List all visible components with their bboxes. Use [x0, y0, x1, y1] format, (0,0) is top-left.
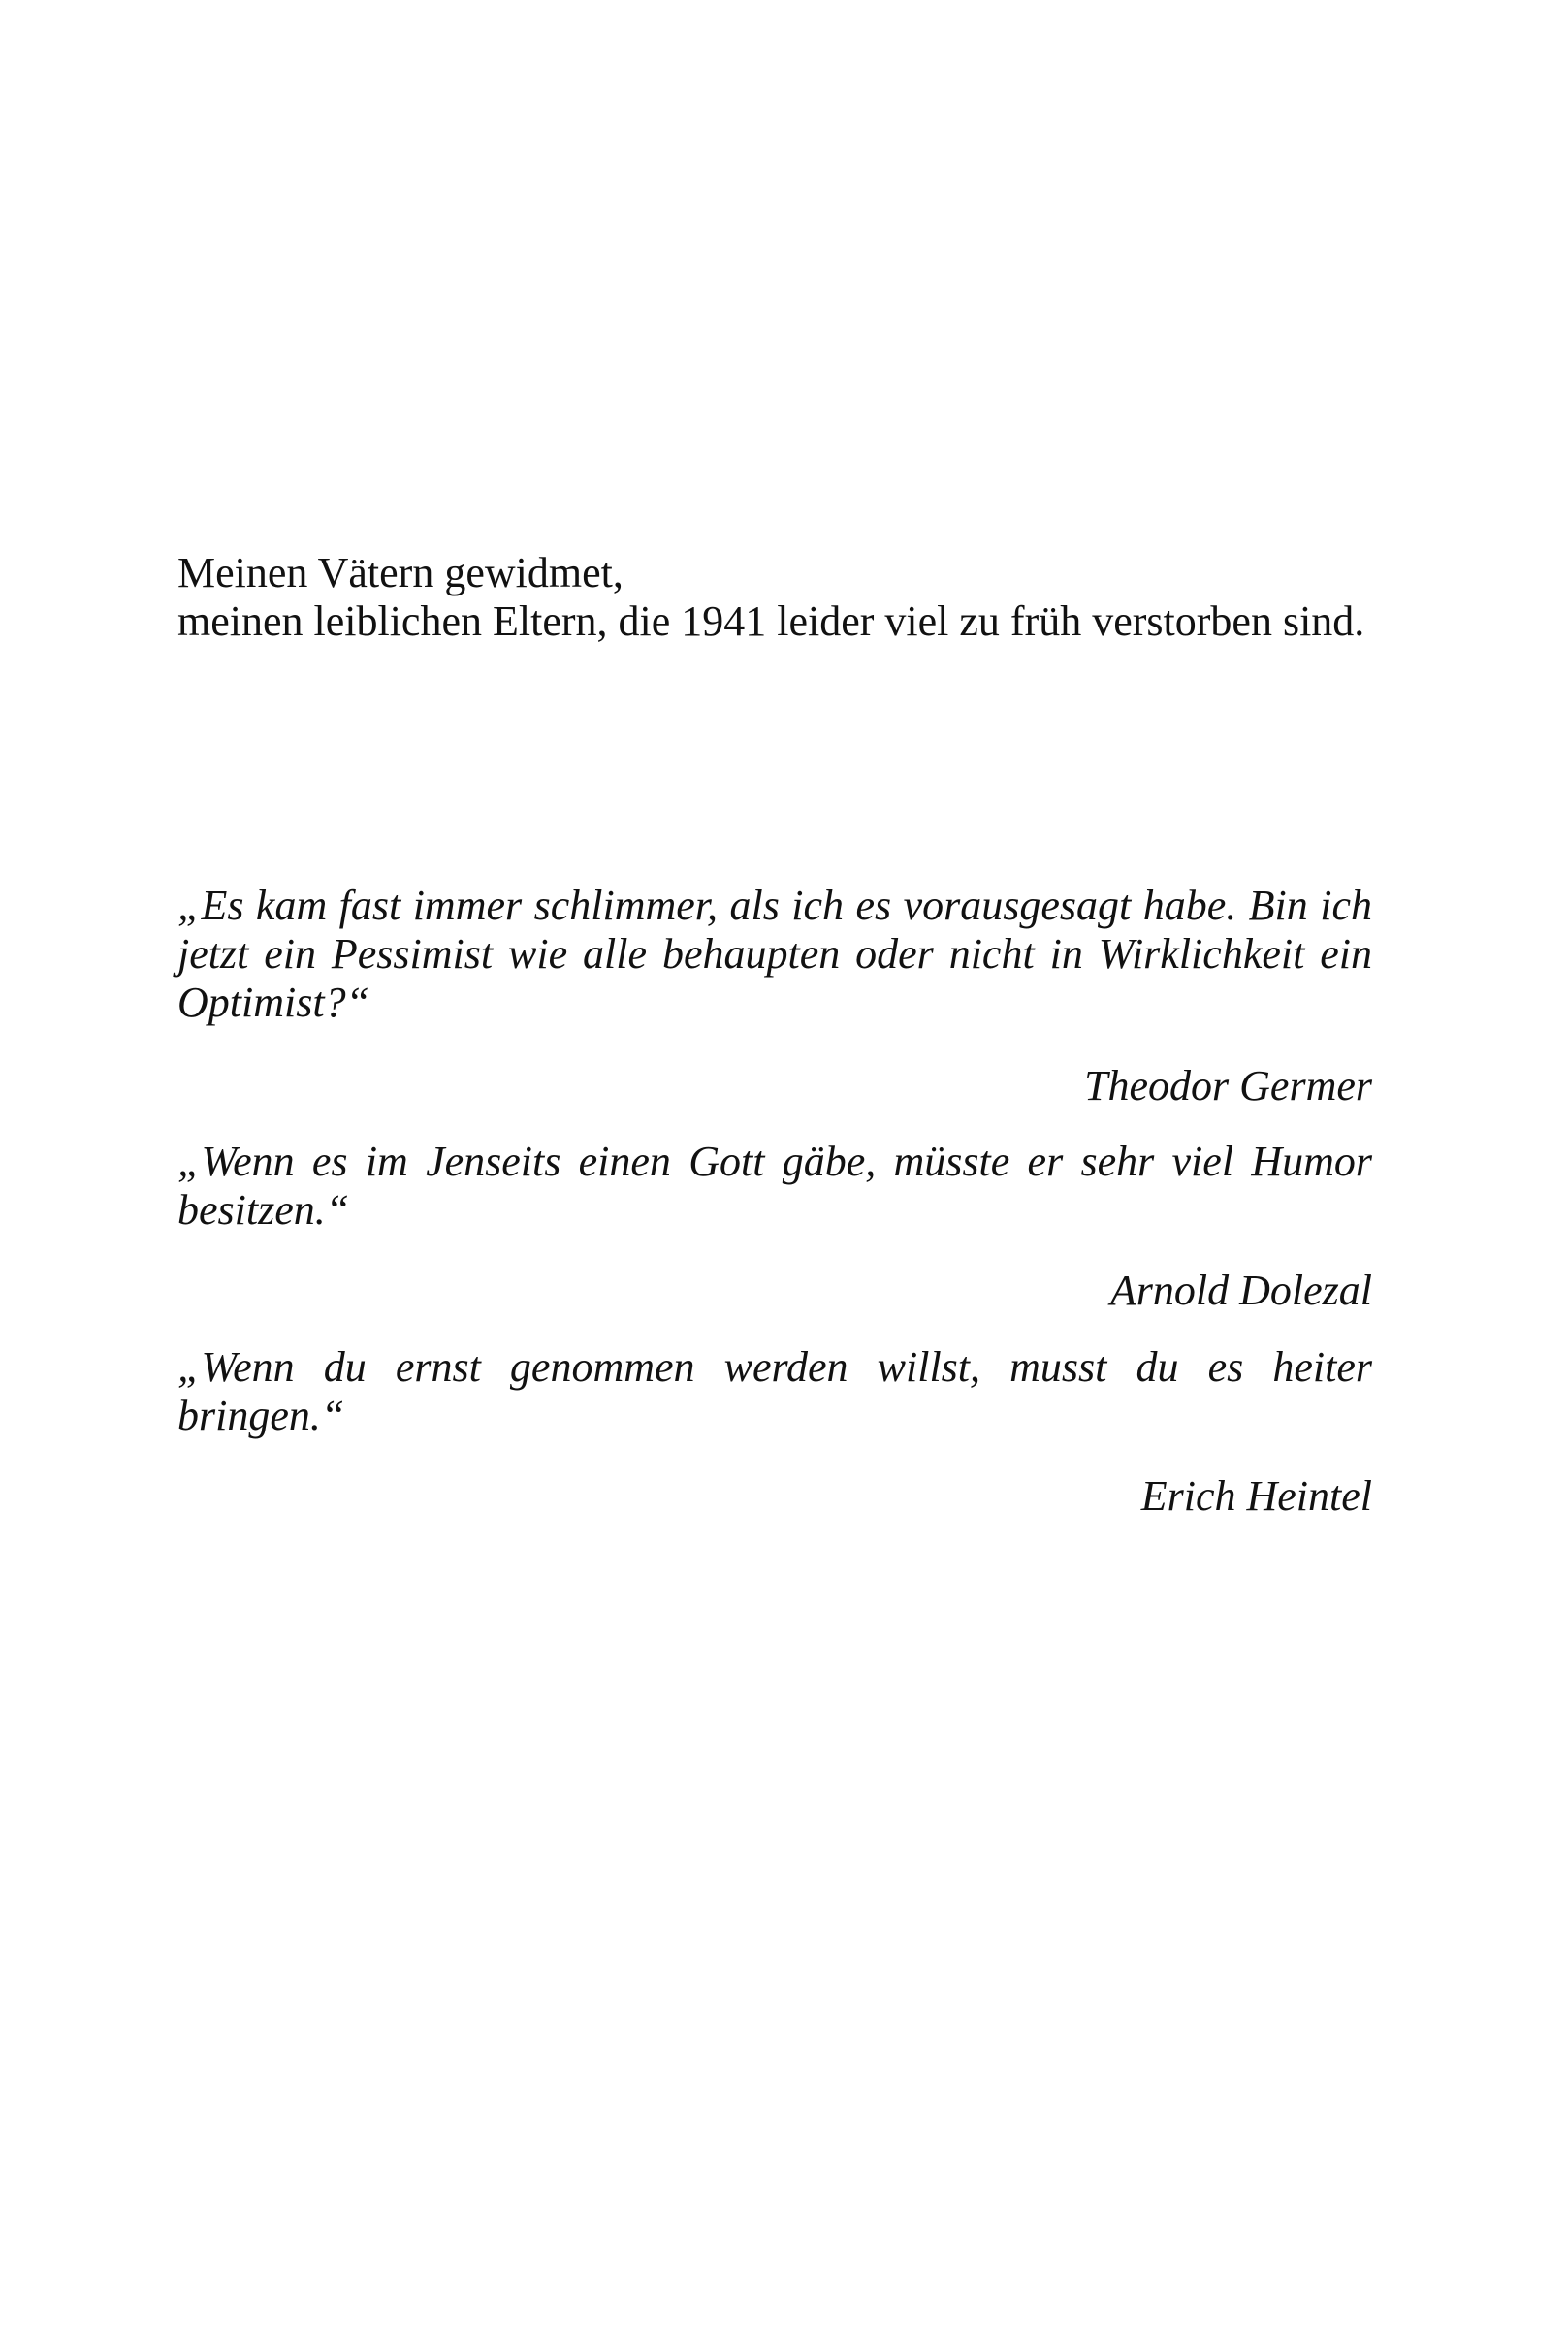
quote-2-author: Arnold Dolezal — [1109, 1267, 1372, 1314]
quote-3-author: Erich Heintel — [1140, 1472, 1372, 1520]
quote-3: „Wenn du ernst genommen werden willst, musst du es heiter bringen.“ — [177, 1343, 1372, 1439]
quote-1: „Es kam fast immer schlimmer, als ich es vorausgesagt habe. Bin ich jetzt ein Pessimist wie alle behaupten oder nicht in Wirklichkeit ein Optimist?“ — [177, 882, 1372, 1026]
dedication-line-1: Meinen Vätern gewidmet, — [177, 549, 624, 596]
quote-1-author: Theodor Germer — [1084, 1062, 1372, 1110]
dedication — [177, 549, 1372, 646]
quote-2: „Wenn es im Jenseits einen Gott gäbe, müsste er sehr viel Humor besitzen.“ — [177, 1138, 1372, 1234]
dedication-line-2: meinen leiblichen Eltern, die 1941 leider viel zu früh verstorben sind. — [177, 597, 1365, 645]
